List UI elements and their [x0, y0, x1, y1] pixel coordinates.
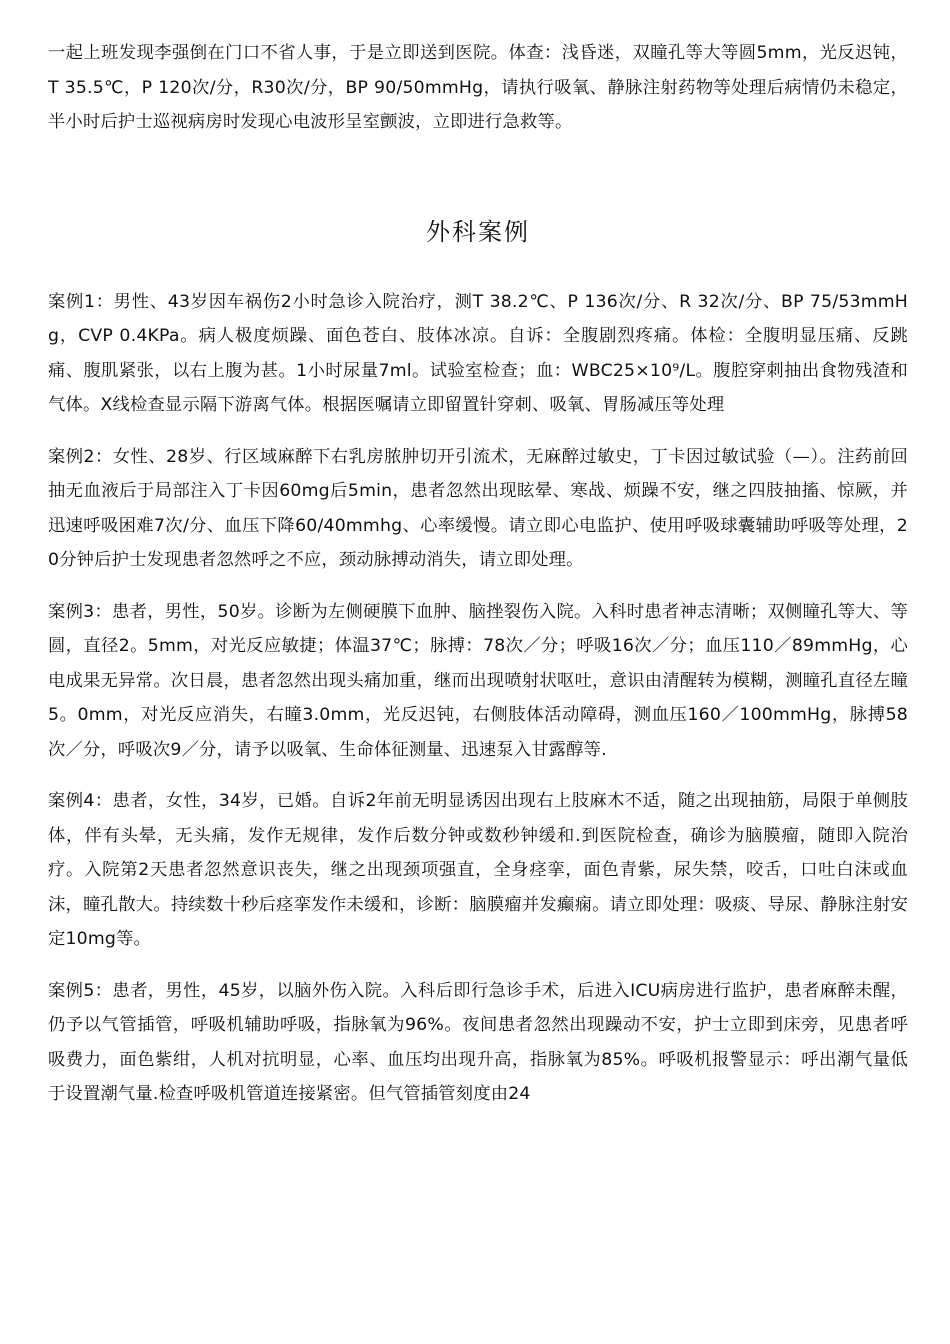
intro-paragraph: 一起上班发现李强倒在门口不省人事，于是立即送到医院。体查：浅昏迷，双瞳孔等大等圆5mm，光反迟钝，T 35.5℃，P 120次/分，R30次/分，BP 90/50mmHg，请执行吸氧、静脉注射药物等处理后病情仍未稳定，半小时后护士巡视病房时发现心电波形呈室颤波，立即进行急救等。: [48, 43, 908, 132]
document-page: [48, 36, 908, 1129]
case-paragraph-1: 案例1：男性、43岁因车祸伤2小时急诊入院治疗，测T 38.2℃、P 136次/分、R 32次/分、BP 75/53mmHg，CVP 0.4KPa。病人极度烦躁、面色苍白、肢体冰凉。自诉：全腹剧烈疼痛。体检：全腹明显压痛、反跳痛、腹肌紧张，以右上腹为甚。1小时尿量7ml。试验室检查；血：WBC25×10⁹/L。腹腔穿刺抽出食物残渣和气体。X线检查显示隔下游离气体。根据医嘱请立即留置针穿刺、吸氧、胃肠减压等处理: [48, 291, 908, 415]
case-paragraph-2: 案例2：女性、28岁、行区域麻醉下右乳房脓肿切开引流术，无麻醉过敏史，丁卡因过敏试验（—）。注药前回抽无血液后于局部注入丁卡因60mg后5min，患者忽然出现眩晕、寒战、烦躁不安，继之四肢抽搐、惊厥，并迅速呼吸困难7次/分、血压下降60/40mmhg、心率缓慢。请立即心电监护、使用呼吸球囊辅助呼吸等处理，20分钟后护士发现患者忽然呼之不应，颈动脉搏动消失，请立即处理。: [48, 446, 908, 570]
case-paragraph-3: 案例3：患者，男性，50岁。诊断为左侧硬膜下血肿、脑挫裂伤入院。入科时患者神志清晰；双侧瞳孔等大、等圆，直径2。5mm，对光反应敏捷；体温37℃；脉搏：78次／分；呼吸16次／分；血压110／89mmHg，心电成果无异常。次日晨，患者忽然出现头痛加重，继而出现喷射状呕吐，意识由清醒转为模糊，测瞳孔直径左瞳5。0mm，对光反应消失，右瞳3.0mm，光反迟钝，右侧肢体活动障碍，测血压160／100mmHg，脉搏58次／分，呼吸次9／分，请予以吸氧、生命体征测量、迅速泵入甘露醇等.: [48, 601, 908, 760]
case-paragraph-4: 案例4：患者，女性，34岁，已婚。自诉2年前无明显诱因出现右上肢麻木不适，随之出现抽筋，局限于单侧肢体，伴有头晕，无头痛，发作无规律，发作后数分钟或数秒钟缓和.到医院检查，确诊为脑膜瘤，随即入院治疗。入院第2天患者忽然意识丧失，继之出现颈项强直，全身痉挛，面色青紫，尿失禁，咬舌，口吐白沫或血沫，瞳孔散大。持续数十秒后痉挛发作未缓和，诊断：脑膜瘤并发癫痫。请立即处理：吸痰、导尿、静脉注射安定10mg等。: [48, 791, 908, 949]
case-paragraph-5: 案例5：患者，男性，45岁，以脑外伤入院。入科后即行急诊手术，后进入ICU病房进行监护，患者麻醉未醒，仍予以气管插管，呼吸机辅助呼吸，指脉氧为96%。夜间患者忽然出现躁动不安，护士立即到床旁，见患者呼吸费力，面色紫绀，人机对抗明显，心率、血压均出现升高，指脉氧为85%。呼吸机报警显示：呼出潮气量低于设置潮气量.检查呼吸机管道连接紧密。但气管插管刻度由24: [48, 980, 908, 1104]
section-title: 外科案例: [426, 217, 530, 246]
